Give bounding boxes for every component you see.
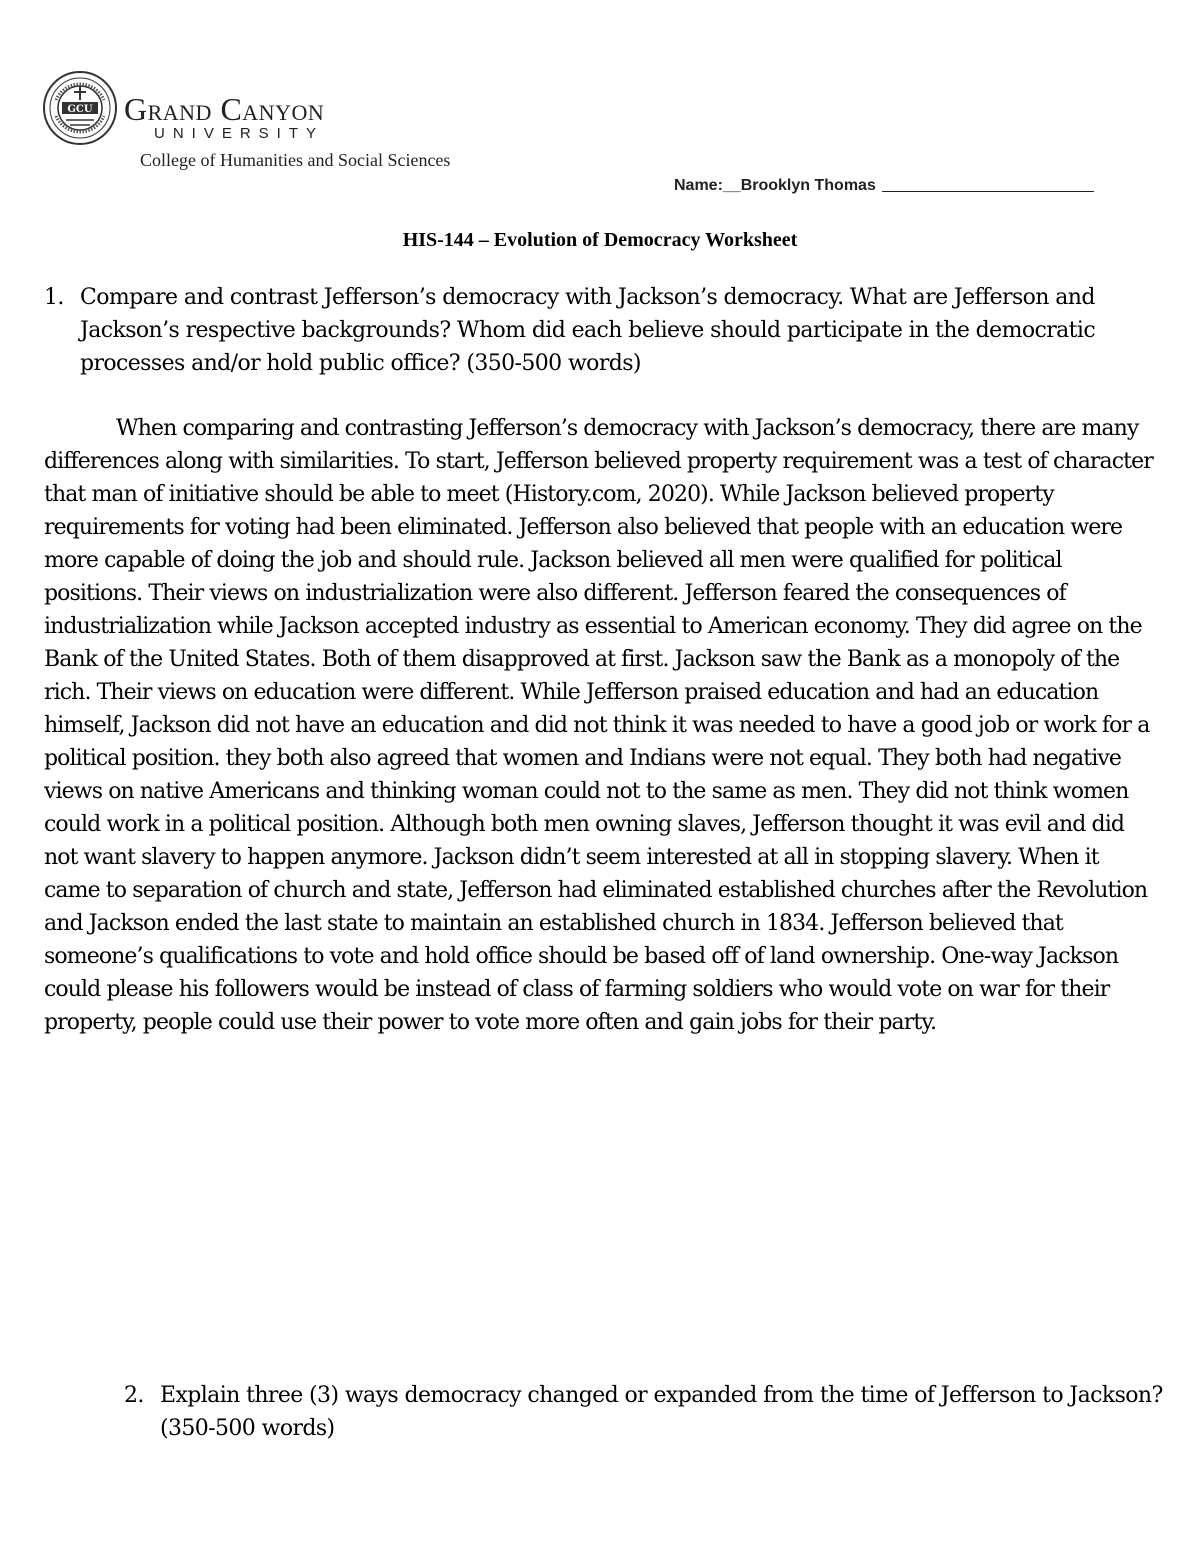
university-subtitle: UNIVERSITY <box>154 125 325 142</box>
question-text: Compare and contrast Jefferson’s democracy with Jackson’s democracy. What are Jefferson and Jackson’s respective backgrounds? Whom did each believe should participate in the democratic processes and/or hold public office? (350-500 words) <box>80 285 1096 376</box>
question-2 <box>124 1379 1164 1445</box>
question-number: 1. <box>44 285 64 310</box>
worksheet-title: HIS-144 – Evolution of Democracy Worksheet <box>402 229 798 251</box>
name-underline <box>882 177 1094 192</box>
university-name: Grand Canyon <box>124 91 325 127</box>
question-number: 2. <box>124 1383 144 1408</box>
student-name-label: Name:__Brooklyn Thomas <box>674 177 876 194</box>
university-wordmark <box>124 92 324 142</box>
question-text: Explain three (3) ways democracy changed or expanded from the time of Jefferson to Jackson? (350-500 words) <box>160 1383 1163 1441</box>
svg-text:GCU: GCU <box>67 104 93 115</box>
student-name-line <box>674 177 1094 195</box>
answer-1-paragraph: When comparing and contrasting Jefferson’s democracy with Jackson’s democracy, there are many differences along with similarities. To start, Jefferson believed property requirement was a test of character that man of initiative should be able to meet (History.com, 2020). While Jackson believed property requirements for voting had been eliminated. Jefferson also believed that people with an education were more capable of doing the job and should rule. Jackson believed all men were qualified for political positions. Their views on industrialization were also different. Jefferson feared the consequences of industrialization while Jackson accepted industry as essential to American economy. They did agree on the Bank of the United States. Both of them disapproved at first. Jackson saw the Bank as a monopoly of the rich. Their views on education were different. While Jefferson praised education and had an education himself, Jackson did not have an education and did not think it was needed to have a good job or work for a political position. they both also agreed that women and Indians were not equal. They both had negative views on native Americans and thinking woman could not to the same as men. They did not think women could work in a political position. Although both men owning slaves, Jefferson thought it was evil and did not want slavery to happen anymore. Jackson didn’t seem interested at all in stopping slavery. When it came to separation of church and state, Jefferson had eliminated established churches after the Revolution and Jackson ended the last state to maintain an established church in 1834. Jefferson believed that someone’s qualifications to vote and hold office should be based off of land ownership. One-way Jackson could please his followers would be instead of class of farming soldiers who would vote on war for their property, people could use their power to vote more often and gain jobs for their party. <box>44 416 1153 1035</box>
question-1 <box>44 281 1154 380</box>
university-seal-logo <box>42 70 118 146</box>
college-name: College of Humanities and Social Sciences <box>140 150 451 170</box>
